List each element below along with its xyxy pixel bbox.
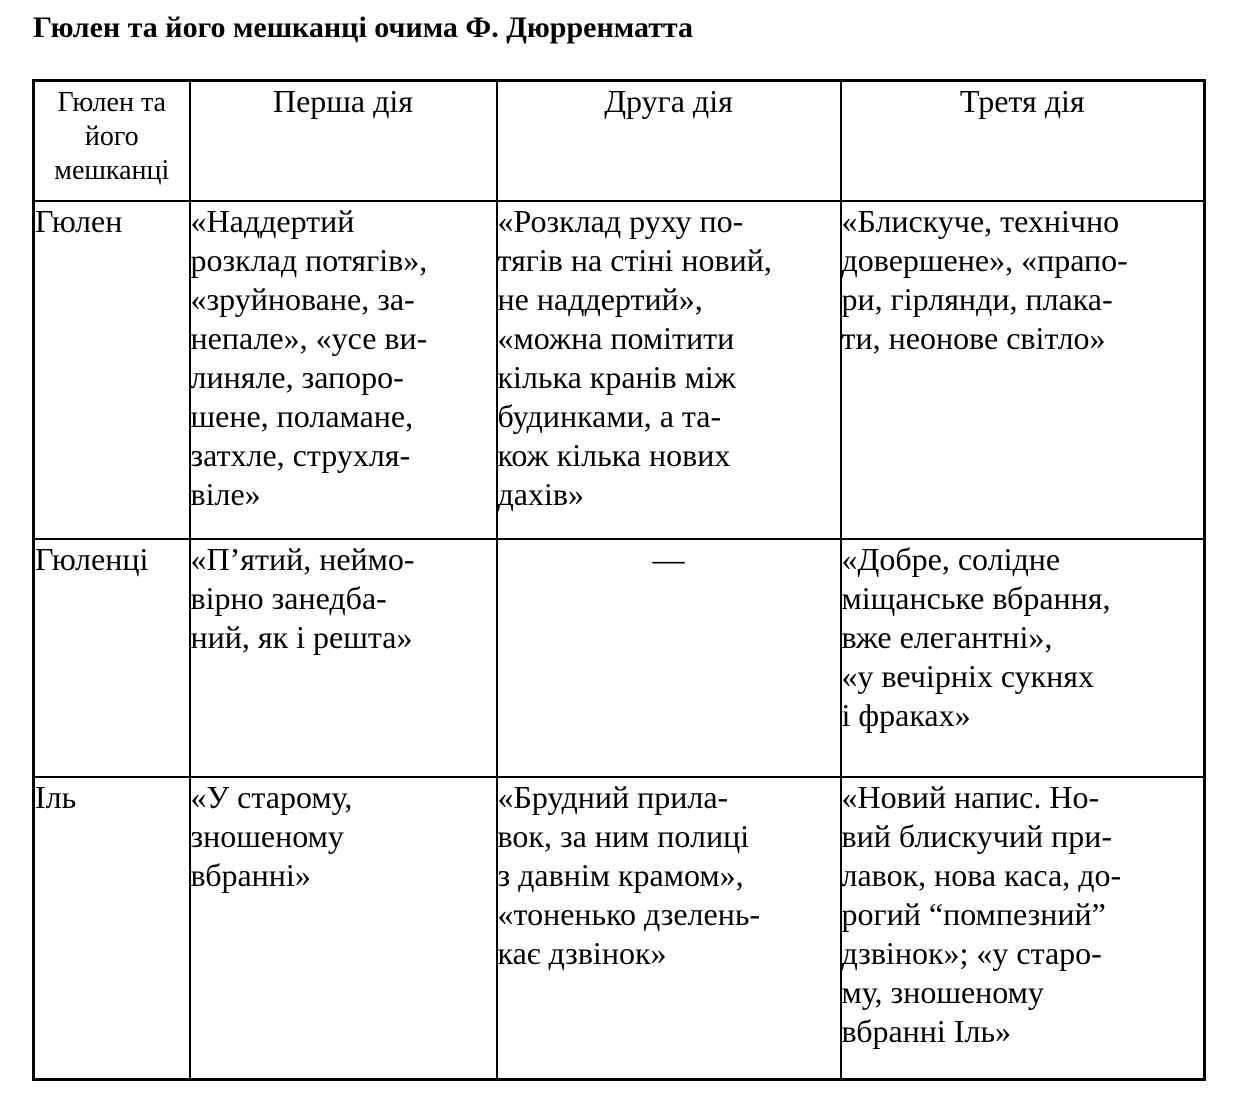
table-cell: «Брудний прила- вок, за ним полиці з давнім крамом», «тоненько дзелень- кає дзвінок» [497, 777, 841, 1080]
column-header-act-2: Друга дія [497, 81, 841, 202]
characters-table [32, 79, 1206, 1081]
column-header-act-3: Третя дія [841, 81, 1205, 202]
table-cell: — [497, 539, 841, 777]
table-cell: «Розклад руху по- тягів на стіні новий, не наддертий», «можна помітити кілька кранів між будинками, а та- кож кілька нових дахів» [497, 201, 841, 539]
table-cell: «У старому, зношеному вбранні» [190, 777, 497, 1080]
column-header-act-1: Перша дія [190, 81, 497, 202]
row-label: Гюленці [34, 539, 190, 777]
table-header-row [34, 81, 1205, 202]
column-header-residents: Гюлен та його мешканці [34, 81, 190, 202]
row-label: Іль [34, 777, 190, 1080]
table-cell: «Новий напис. Но- вий блискучий при- лавок, нова каса, до- рогий “помпезний” дзвінок»; «у старо- му, зношеному вбранні Іль» [841, 777, 1205, 1080]
table-row [34, 777, 1205, 1080]
table-cell: «П’ятий, неймо- вірно занедба- ний, як і решта» [190, 539, 497, 777]
row-label: Гюлен [34, 201, 190, 539]
table-row [34, 201, 1205, 539]
page-title: Гюлен та його мешканці очима Ф. Дюрренматта [33, 11, 694, 44]
table-cell: «Наддертий розклад потягів», «зруйноване, за- непале», «усе ви- линяле, запоро- шене, поламане, затхле, струхля- віле» [190, 201, 497, 539]
table-cell: «Добре, солідне міщанське вбрання, вже елегантні», «у вечірніх сукнях і фраках» [841, 539, 1205, 777]
table-cell: «Блискуче, технічно довершене», «прапо- ри, гірлянди, плака- ти, неонове світло» [841, 201, 1205, 539]
table-row [34, 539, 1205, 777]
